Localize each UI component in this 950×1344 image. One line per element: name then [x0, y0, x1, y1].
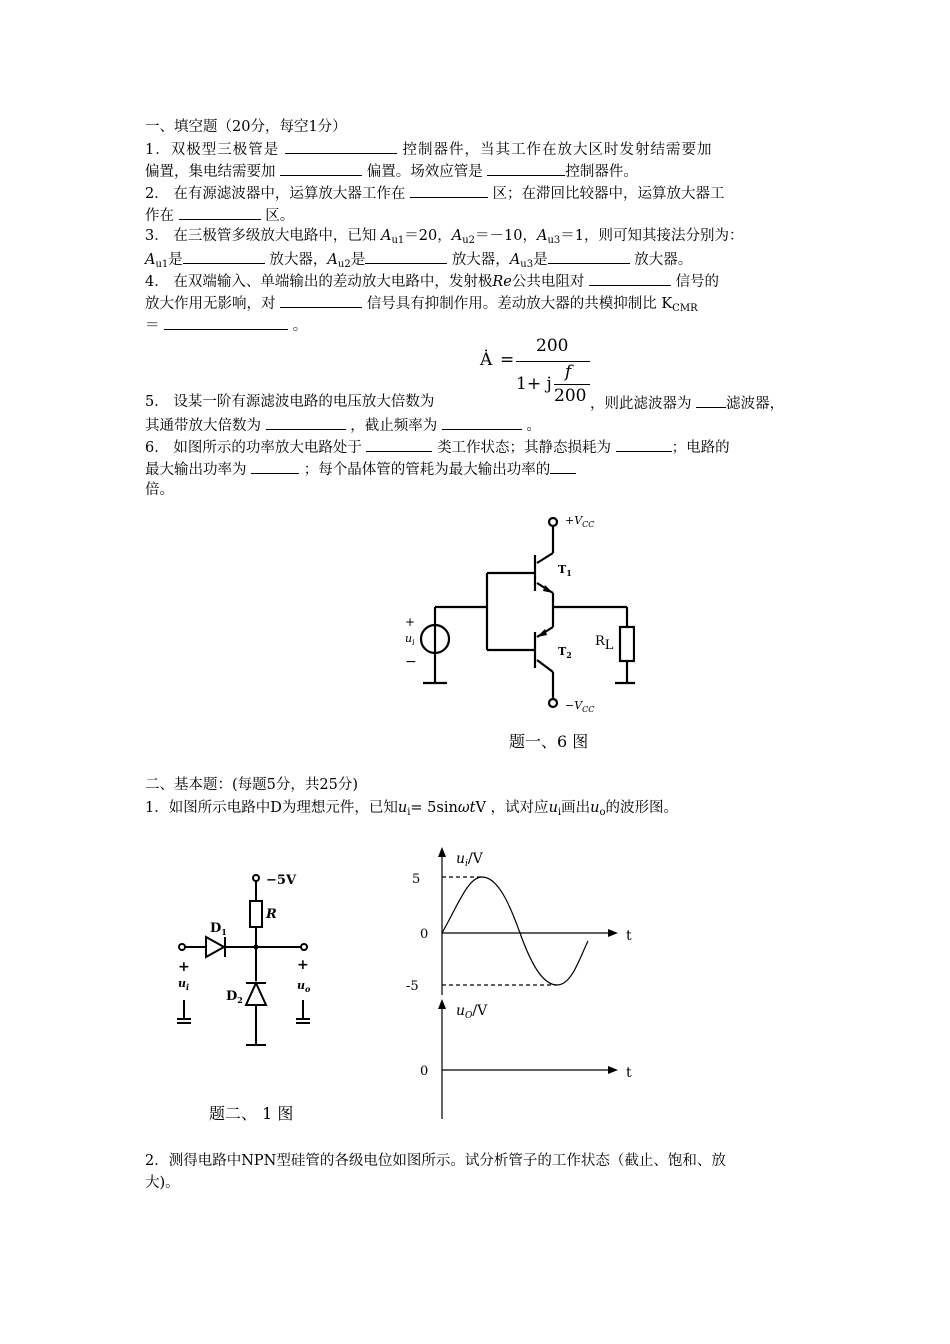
blank[interactable] — [589, 271, 671, 286]
blank[interactable] — [280, 161, 362, 176]
svg-text:5: 5 — [412, 872, 421, 887]
svg-text:+: + — [405, 615, 416, 629]
q6-line1: 6． 如图所示的功率放大电路处于 类工作状态；其静态损耗为 ；电路的 — [145, 437, 730, 457]
svg-text:+: + — [297, 957, 309, 973]
q6-line3: 倍。 — [145, 482, 174, 498]
q5-line1: 5． 设某一阶有源滤波电路的电压放大倍数为 — [145, 394, 435, 410]
svg-text:+VCC: $+V_{CC}$ — [565, 514, 595, 529]
svg-text:ui/V: $u_i/V$ — [456, 851, 483, 869]
svg-text:T2: $T_2$ — [558, 645, 572, 660]
section1-heading: 一、填空题（20分，每空1分） — [145, 119, 347, 135]
q5-line2: 其通带放大倍数为 ，截止频率为 。 — [145, 415, 541, 435]
svg-text:t: t — [626, 928, 632, 944]
blank[interactable] — [366, 437, 432, 452]
svg-text:uO/V: $u_O/V$ — [456, 1003, 488, 1021]
s2-q1-text: 1．如图所示电路中D为理想元件，已知$u_i= 5\sin\omega tV$ ，试对应$u_i$画出$u_o$的波形图。 — [145, 800, 678, 818]
power-amplifier-circuit — [395, 505, 635, 720]
svg-text:0: 0 — [420, 927, 429, 942]
svg-text:RL: RL — [595, 634, 614, 653]
figure-caption: 题一、6 图 — [509, 732, 589, 751]
blank[interactable] — [179, 205, 261, 220]
q6-line2: 最大输出功率为 ；每个晶体管的管耗为最大输出功率的 — [145, 459, 576, 479]
s2-q2-line2: 大)。 — [145, 1175, 180, 1191]
blank[interactable] — [696, 393, 726, 408]
blank[interactable] — [487, 161, 565, 176]
blank[interactable] — [410, 183, 488, 198]
svg-text:T1: $T_1$ — [558, 563, 572, 578]
transfer-function-formula: Ȧ = 200 1+ j f 200 — [478, 334, 598, 414]
svg-text:D2: $D_2$ — [226, 989, 243, 1005]
q1-line2: 偏置，集电结需要加 偏置。场效应管是 控制器件。 — [145, 161, 638, 181]
svg-text:D1: $D_1$ — [210, 921, 227, 937]
blank[interactable] — [616, 437, 672, 452]
blank[interactable] — [365, 249, 447, 264]
blank[interactable] — [548, 249, 630, 264]
svg-text:-5: -5 — [406, 979, 419, 994]
section2-heading: 二、基本题：(每题5分，共25分) — [145, 777, 358, 793]
waveform-graphs — [400, 845, 650, 1125]
s2-q2-line1: 2．测得电路中NPN型硅管的各级电位如图所示。试分析管子的工作状态（截止、饱和、放 — [145, 1153, 726, 1169]
svg-text:−: − — [405, 654, 417, 670]
blank[interactable] — [164, 315, 288, 330]
figure-caption: 题二、 1 图 — [209, 1104, 294, 1123]
svg-text:0: 0 — [420, 1064, 429, 1079]
svg-text:t: t — [626, 1065, 632, 1081]
svg-text:R: R — [266, 907, 277, 922]
q3-line2: $A_{u1}$是 放大器，$A_{u2}$是 放大器，$A_{u3}$是 放大器。 — [145, 249, 692, 274]
q2-line1: 2． 在有源滤波器中，运算放大器工作在 区；在滞回比较器中，运算放大器工 — [145, 183, 725, 203]
q1-line1: 1．双极型三极管是 控制器件，当其工作在放大区时发射结需要加 — [145, 139, 712, 159]
svg-text:−5V: −5V — [266, 873, 297, 888]
q3-line1: 3． 在三极管多级放大电路中，已知 $A_{u1}=20$，$A_{u2}=-10$，$A_{u3}=1$，则可知其接法分别为： — [145, 228, 744, 246]
blank[interactable] — [280, 293, 362, 308]
q4-line3: ＝ 。 — [145, 315, 307, 335]
svg-text:ui: $u_i$ — [178, 977, 190, 992]
svg-text:−VCC: $-V_{CC}$ — [565, 699, 595, 714]
blank[interactable] — [183, 249, 265, 264]
blank[interactable] — [285, 139, 397, 154]
blank[interactable] — [251, 459, 299, 474]
blank[interactable] — [266, 415, 346, 430]
q2-line2: 作在 区。 — [145, 205, 294, 225]
q4-line1: 4． 在双端输入、单端输出的差动放大电路中，发射极Re公共电阻对 信号的 — [145, 271, 719, 291]
blank[interactable] — [550, 459, 576, 474]
q4-line2: 放大作用无影响，对 信号具有抑制作用。差动放大器的共模抑制比 $K_{CMR}$ — [145, 293, 698, 318]
svg-text:ui: $u_i$ — [405, 632, 415, 647]
diode-clipper-circuit — [170, 865, 330, 1050]
q5-line1b: ，则此滤波器为 滤波器， — [590, 393, 784, 413]
svg-text:+: + — [178, 959, 190, 975]
svg-text:uo: $u_o$ — [297, 979, 311, 994]
blank[interactable] — [442, 415, 522, 430]
